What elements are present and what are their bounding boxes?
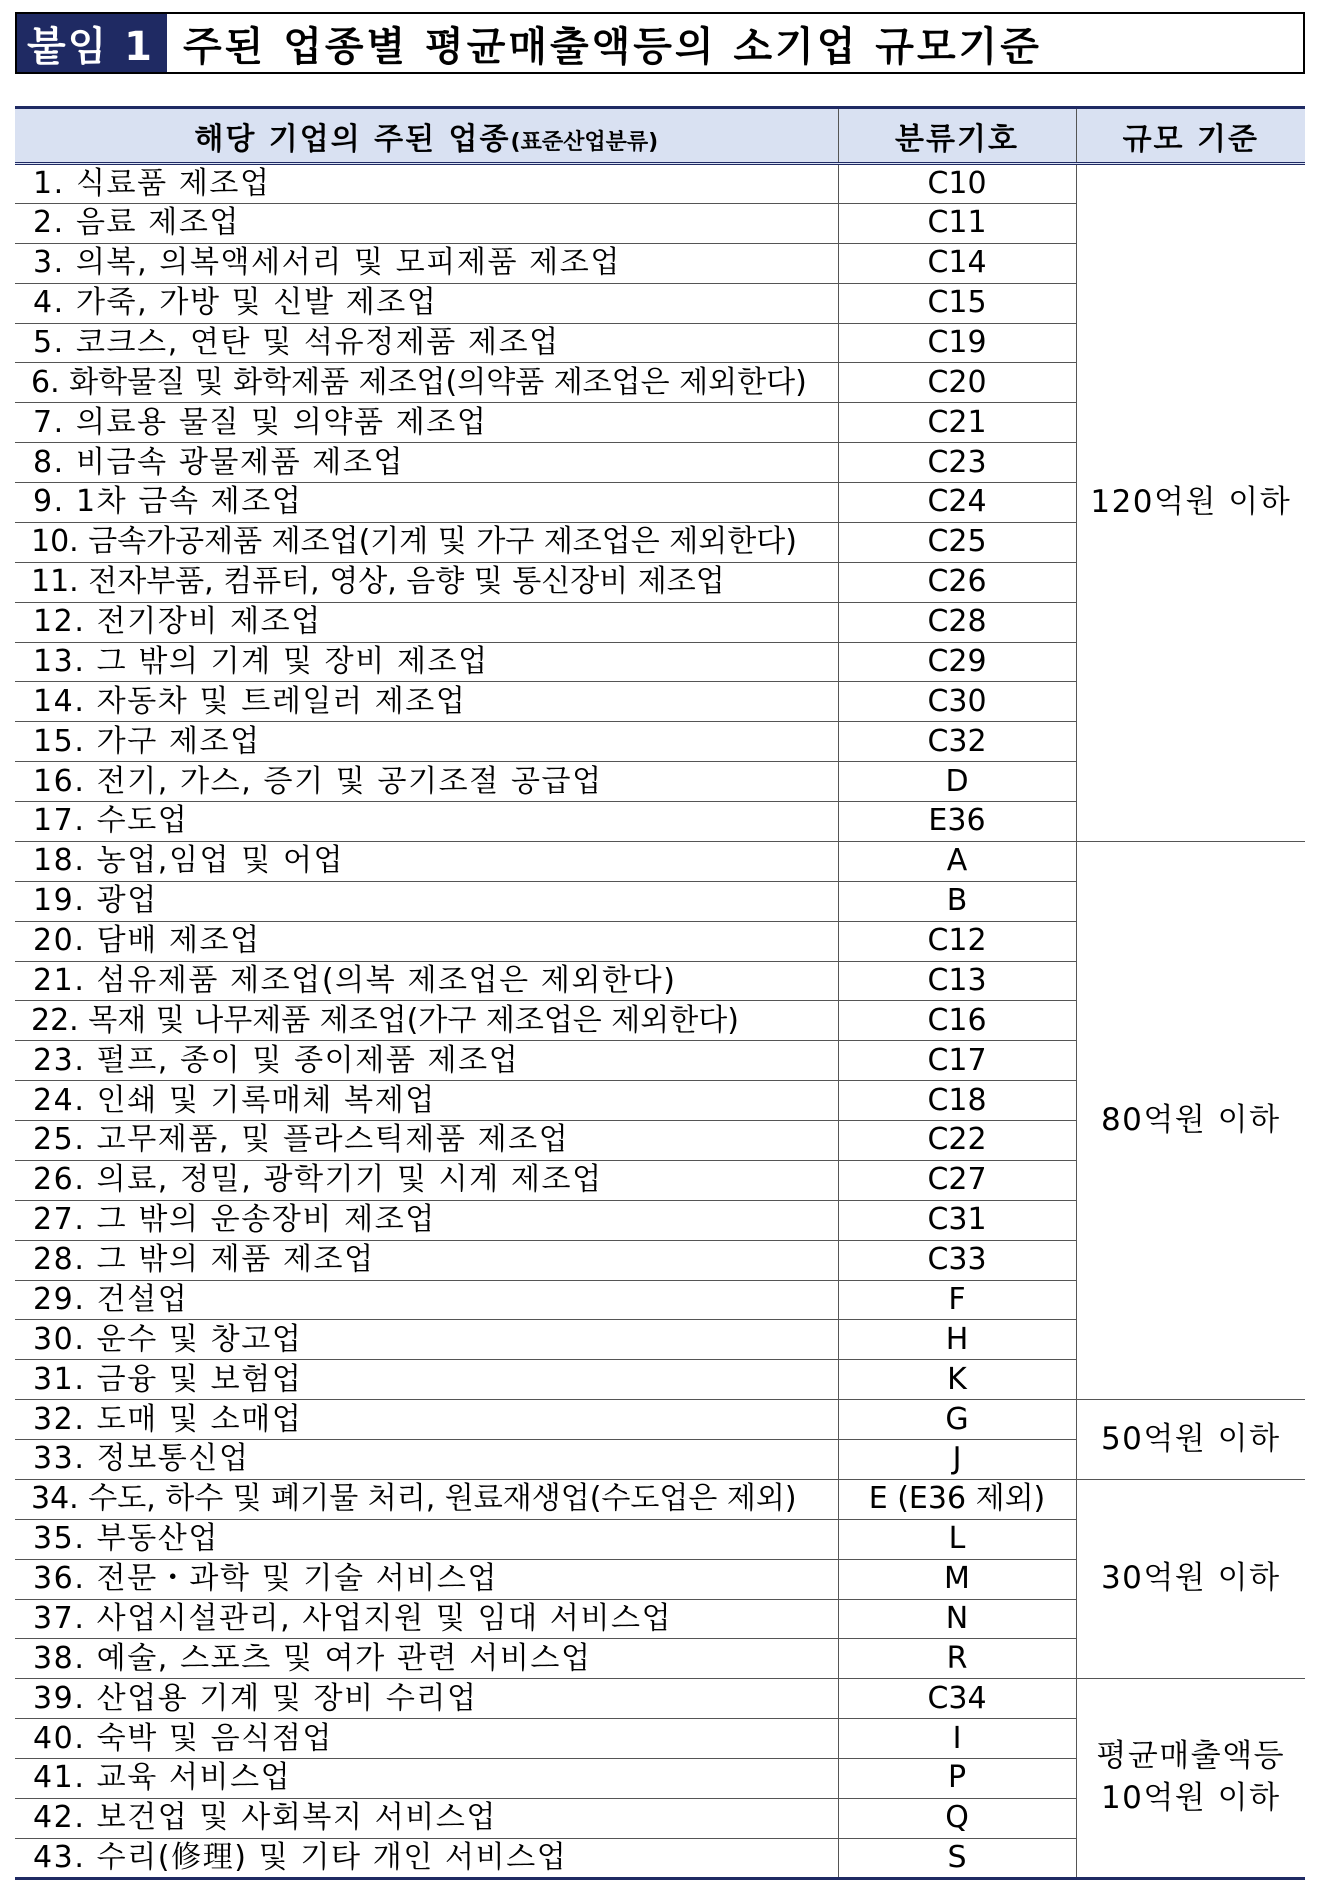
code-cell: C32: [838, 722, 1076, 762]
industry-cell: 2. 음료 제조업: [15, 203, 838, 243]
table-header-row: [15, 108, 1305, 164]
header-industry-sub: (표준산업분류): [510, 129, 659, 155]
industry-cell: 15. 가구 제조업: [15, 722, 838, 762]
industry-cell: 1. 식료품 제조업: [15, 164, 838, 204]
header-industry-label: 해당 기업의 주된 업종: [194, 121, 511, 157]
table-row: [15, 841, 1305, 881]
code-cell: K: [838, 1360, 1076, 1400]
table-row: [15, 1400, 1305, 1440]
industry-cell: 23. 펄프, 종이 및 종이제품 제조업: [15, 1041, 838, 1081]
code-cell: C15: [838, 283, 1076, 323]
code-cell: C27: [838, 1160, 1076, 1200]
industry-cell: 40. 숙박 및 음식점업: [15, 1719, 838, 1759]
industry-cell: 6. 화학물질 및 화학제품 제조업(의약품 제조업은 제외한다): [15, 363, 838, 403]
code-cell: C20: [838, 363, 1076, 403]
code-cell: C12: [838, 921, 1076, 961]
industry-cell: 13. 그 밖의 기계 및 장비 제조업: [15, 642, 838, 682]
code-cell: C26: [838, 562, 1076, 602]
industry-cell: 22. 목재 및 나무제품 제조업(가구 제조업은 제외한다): [15, 1001, 838, 1041]
criteria-cell: 30억원 이하: [1076, 1479, 1305, 1678]
industry-cell: 20. 담배 제조업: [15, 921, 838, 961]
appendix-badge: 붙임 1: [17, 14, 164, 72]
industry-cell: 11. 전자부품, 컴퓨터, 영상, 음향 및 통신장비 제조업: [15, 562, 838, 602]
criteria-line: 10억원 이하: [1100, 1779, 1281, 1816]
code-cell: C25: [838, 522, 1076, 562]
industry-cell: 35. 부동산업: [15, 1519, 838, 1559]
industry-cell: 18. 농업,임업 및 어업: [15, 841, 838, 881]
size-criteria-table: [15, 106, 1305, 1880]
industry-cell: 25. 고무제품, 및 플라스틱제품 제조업: [15, 1121, 838, 1161]
industry-cell: 26. 의료, 정밀, 광학기기 및 시계 제조업: [15, 1160, 838, 1200]
industry-cell: 31. 금융 및 보험업: [15, 1360, 838, 1400]
header-criteria: 규모 기준: [1076, 108, 1305, 164]
industry-cell: 9. 1차 금속 제조업: [15, 483, 838, 523]
criteria-cell: 80억원 이하: [1076, 841, 1305, 1399]
criteria-cell: [1076, 1679, 1305, 1878]
code-cell: C22: [838, 1121, 1076, 1161]
industry-cell: 28. 그 밖의 제품 제조업: [15, 1240, 838, 1280]
document-title: 주된 업종별 평균매출액등의 소기업 규모기준: [164, 14, 1042, 72]
title-bar: [15, 12, 1305, 74]
code-cell: F: [838, 1280, 1076, 1320]
industry-cell: 17. 수도업: [15, 802, 838, 842]
code-cell: P: [838, 1759, 1076, 1799]
code-cell: G: [838, 1400, 1076, 1440]
code-cell: C21: [838, 403, 1076, 443]
header-industry: [15, 108, 838, 164]
code-cell: C33: [838, 1240, 1076, 1280]
code-cell: B: [838, 881, 1076, 921]
code-cell: C10: [838, 164, 1076, 204]
industry-cell: 5. 코크스, 연탄 및 석유정제품 제조업: [15, 323, 838, 363]
industry-cell: 14. 자동차 및 트레일러 제조업: [15, 682, 838, 722]
industry-cell: 43. 수리(修理) 및 기타 개인 서비스업: [15, 1838, 838, 1878]
table-body: [15, 164, 1305, 1879]
code-cell: H: [838, 1320, 1076, 1360]
industry-cell: 12. 전기장비 제조업: [15, 602, 838, 642]
industry-cell: 39. 산업용 기계 및 장비 수리업: [15, 1679, 838, 1719]
industry-cell: 29. 건설업: [15, 1280, 838, 1320]
header-code: 분류기호: [838, 108, 1076, 164]
code-cell: C34: [838, 1679, 1076, 1719]
industry-cell: 19. 광업: [15, 881, 838, 921]
industry-cell: 41. 교육 서비스업: [15, 1759, 838, 1799]
code-cell: C24: [838, 483, 1076, 523]
code-cell: C16: [838, 1001, 1076, 1041]
industry-cell: 8. 비금속 광물제품 제조업: [15, 443, 838, 483]
code-cell: L: [838, 1519, 1076, 1559]
code-cell: C13: [838, 961, 1076, 1001]
code-cell: A: [838, 841, 1076, 881]
industry-cell: 37. 사업시설관리, 사업지원 및 임대 서비스업: [15, 1599, 838, 1639]
industry-cell: 4. 가죽, 가방 및 신발 제조업: [15, 283, 838, 323]
code-cell: C29: [838, 642, 1076, 682]
industry-cell: 16. 전기, 가스, 증기 및 공기조절 공급업: [15, 762, 838, 802]
criteria-line: 평균매출액등: [1096, 1738, 1286, 1775]
industry-cell: 21. 섬유제품 제조업(의복 제조업은 제외한다): [15, 961, 838, 1001]
code-cell: R: [838, 1639, 1076, 1679]
industry-cell: 36. 전문・과학 및 기술 서비스업: [15, 1559, 838, 1599]
code-cell: C18: [838, 1081, 1076, 1121]
code-cell: C31: [838, 1200, 1076, 1240]
industry-cell: 10. 금속가공제품 제조업(기계 및 가구 제조업은 제외한다): [15, 522, 838, 562]
code-cell: E (E36 제외): [838, 1479, 1076, 1519]
table-row: [15, 1679, 1305, 1719]
industry-cell: 24. 인쇄 및 기록매체 복제업: [15, 1081, 838, 1121]
code-cell: C28: [838, 602, 1076, 642]
code-cell: N: [838, 1599, 1076, 1639]
table-row: [15, 1479, 1305, 1519]
industry-cell: 32. 도매 및 소매업: [15, 1400, 838, 1440]
code-cell: I: [838, 1719, 1076, 1759]
code-cell: C14: [838, 243, 1076, 283]
code-cell: E36: [838, 802, 1076, 842]
industry-cell: 27. 그 밖의 운송장비 제조업: [15, 1200, 838, 1240]
code-cell: C11: [838, 203, 1076, 243]
industry-cell: 30. 운수 및 창고업: [15, 1320, 838, 1360]
code-cell: D: [838, 762, 1076, 802]
criteria-cell: 120억원 이하: [1076, 164, 1305, 842]
industry-cell: 7. 의료용 물질 및 의약품 제조업: [15, 403, 838, 443]
industry-cell: 42. 보건업 및 사회복지 서비스업: [15, 1798, 838, 1838]
code-cell: C23: [838, 443, 1076, 483]
code-cell: Q: [838, 1798, 1076, 1838]
industry-cell: 3. 의복, 의복액세서리 및 모피제품 제조업: [15, 243, 838, 283]
industry-cell: 33. 정보통신업: [15, 1440, 838, 1480]
criteria-cell: 50억원 이하: [1076, 1400, 1305, 1480]
table-row: [15, 164, 1305, 204]
code-cell: S: [838, 1838, 1076, 1878]
code-cell: C30: [838, 682, 1076, 722]
code-cell: C17: [838, 1041, 1076, 1081]
code-cell: J: [838, 1440, 1076, 1480]
code-cell: M: [838, 1559, 1076, 1599]
industry-cell: 34. 수도, 하수 및 폐기물 처리, 원료재생업(수도업은 제외): [15, 1479, 838, 1519]
industry-cell: 38. 예술, 스포츠 및 여가 관련 서비스업: [15, 1639, 838, 1679]
code-cell: C19: [838, 323, 1076, 363]
